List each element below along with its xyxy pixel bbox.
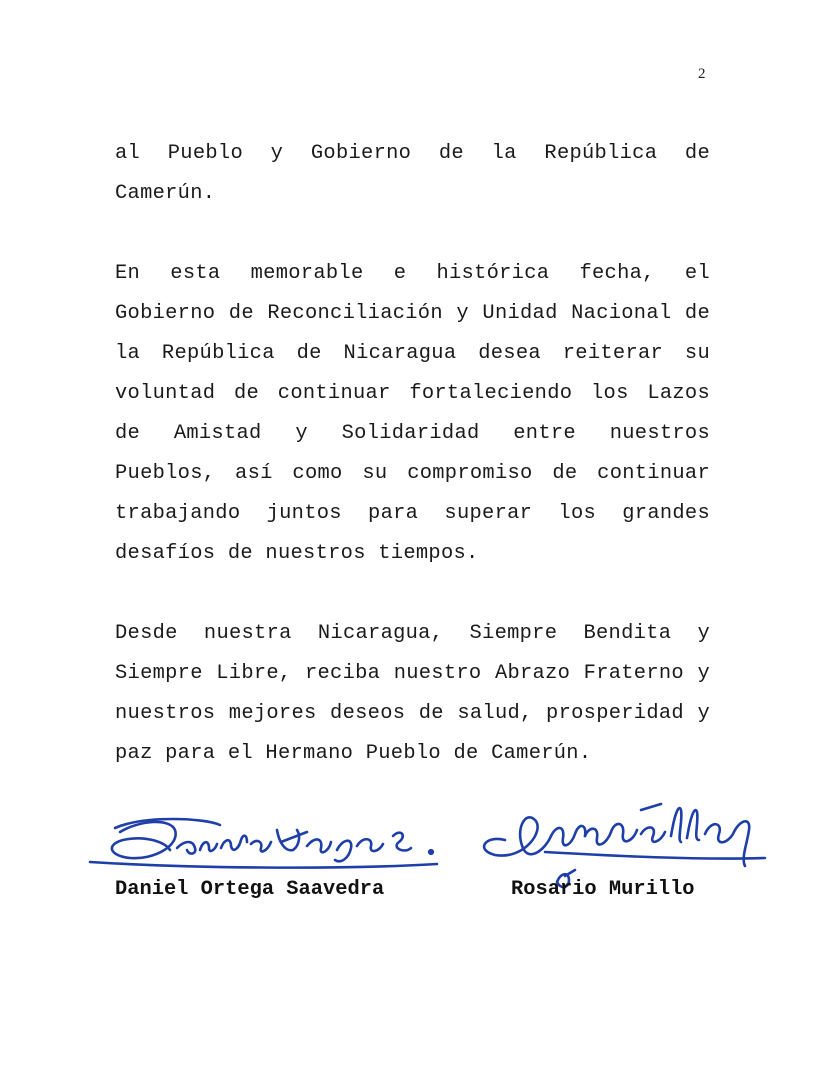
signer-name-ortega: Daniel Ortega Saavedra	[115, 878, 385, 901]
signature-block-ortega	[85, 790, 445, 920]
signature-block-murillo	[465, 790, 775, 920]
handwritten-signature-ortega	[85, 790, 445, 890]
handwritten-signature-murillo	[465, 790, 775, 890]
paragraph-1: al Pueblo y Gobierno de la República de Camerún.	[115, 142, 710, 205]
paragraph-3: Desde nuestra Nicaragua, Siempre Bendita y Siempre Libre, reciba nuestro Abrazo Fraterno y nuestros mejores deseos de salud, prosperidad y paz para el Hermano Pueblo de Camerún.	[115, 622, 710, 765]
page-number: 2	[698, 66, 706, 82]
paragraph-2: En esta memorable e histórica fecha, el Gobierno de Reconciliación y Unidad Nacional de la República de Nicaragua desea reiterar su voluntad de continuar fortaleciendo los Lazos de Amistad y Solidaridad entre nuestros Pueblos, así como su compromiso de continuar trabajando juntos para superar los grandes desafíos de nuestros tiempos.	[115, 262, 710, 565]
signer-name-murillo: Rosario Murillo	[511, 878, 695, 901]
letter-body	[115, 134, 710, 774]
